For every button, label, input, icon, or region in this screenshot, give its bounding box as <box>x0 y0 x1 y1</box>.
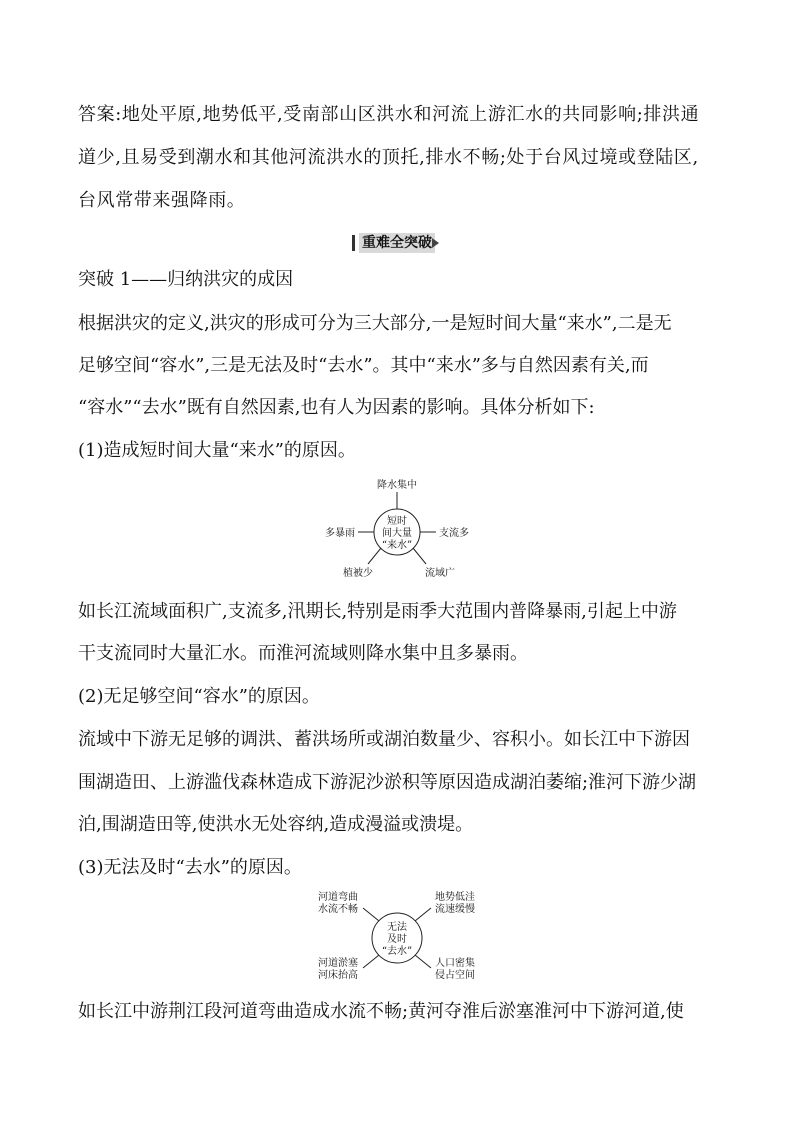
part2-text-line-2: 围湖造田、上游滥伐森林造成下游泥沙淤积等原因造成湖泊萎缩;淮河下游少湖 <box>78 772 697 793</box>
section-bar-icon <box>352 235 355 251</box>
node-top-left-2: 水流不畅 <box>318 904 358 915</box>
connector-top-right <box>415 908 431 921</box>
center-text-1: 无法 <box>387 922 407 933</box>
center-text-2: 及时 <box>387 934 407 945</box>
section-header <box>352 233 440 253</box>
part1-heading: (1)造成短时间大量“来水”的原因。 <box>78 440 356 461</box>
node-top-right-1: 地势低洼 <box>435 892 475 903</box>
part3-text-line-1: 如长江中游荆江段河道弯曲造成水流不畅;黄河夺淮后淤塞淮河中下游河道,使 <box>78 1001 684 1022</box>
node-top-left-1: 河道弯曲 <box>318 892 358 903</box>
node-bottom-right-2: 侵占空间 <box>435 970 475 981</box>
section-title: 重难全突破 <box>359 233 435 253</box>
center-text-2: 间大量 <box>382 528 412 539</box>
node-top: 降水集中 <box>377 480 417 491</box>
part2-text-line-1: 流域中下游无足够的调洪、蓄洪场所或湖泊数量少、容积小。如长江中下游因 <box>78 729 690 750</box>
node-bottom-left-2: 河床抬高 <box>318 970 358 981</box>
answer-line-1: 答案:地处平原,地势低平,受南部山区洪水和河流上游汇水的共同影响;排洪通 <box>78 104 700 125</box>
intro-line-1: 根据洪灾的定义,洪灾的形成可分为三大部分,一是短时间大量“来水”,二是无 <box>78 313 672 334</box>
answer-line-2: 道少,且易受到潮水和其他河流洪水的顶托,排水不畅;处于台风过境或登陆区, <box>78 147 699 168</box>
part1-text-line-1: 如长江流域面积广,支流多,汛期长,特别是雨季大范围内普降暴雨,引起上中游 <box>78 601 677 622</box>
center-text-3: “去水” <box>381 946 413 957</box>
connector-bottom-left <box>363 955 379 968</box>
part2-heading: (2)无足够空间“容水”的原因。 <box>78 686 320 707</box>
connector-bottom-left <box>368 548 381 564</box>
intro-line-3: “容水”“去水”既有自然因素,也有人为因素的影响。具体分析如下: <box>78 397 595 418</box>
node-bottom-right: 流域广 <box>425 568 455 579</box>
node-bottom-right-1: 人口密集 <box>435 958 475 969</box>
part2-text-line-3: 泊,围湖造田等,使洪水无处容纳,造成漫溢或溃堤。 <box>78 814 474 835</box>
connector-bottom-right <box>413 548 426 564</box>
intro-line-2: 足够空间“容水”,三是无法及时“去水”。其中“来水”多与自然因素有关,而 <box>78 355 649 376</box>
answer-line-3: 台风常带来强降雨。 <box>78 190 246 211</box>
center-text-1: 短时 <box>387 516 407 527</box>
breakthrough-title: 突破 1——归纳洪灾的成因 <box>78 269 294 290</box>
part1-text-line-2: 干支流同时大量汇水。而淮河流域则降水集中且多暴雨。 <box>78 643 528 664</box>
part3-heading: (3)无法及时“去水”的原因。 <box>78 857 302 878</box>
node-right: 支流多 <box>439 528 469 539</box>
center-text-3: “来水” <box>381 540 413 551</box>
connector-top-left <box>363 908 379 921</box>
outgoing-water-diagram <box>305 888 495 984</box>
node-bottom-left-1: 河道淤塞 <box>318 958 358 969</box>
node-bottom-left: 植被少 <box>343 568 373 579</box>
node-top-right-2: 流速缓慢 <box>435 904 475 915</box>
incoming-water-diagram <box>310 474 490 586</box>
node-left: 多暴雨 <box>325 528 355 539</box>
connector-bottom-right <box>415 955 431 968</box>
triangle-right-icon <box>432 238 439 248</box>
